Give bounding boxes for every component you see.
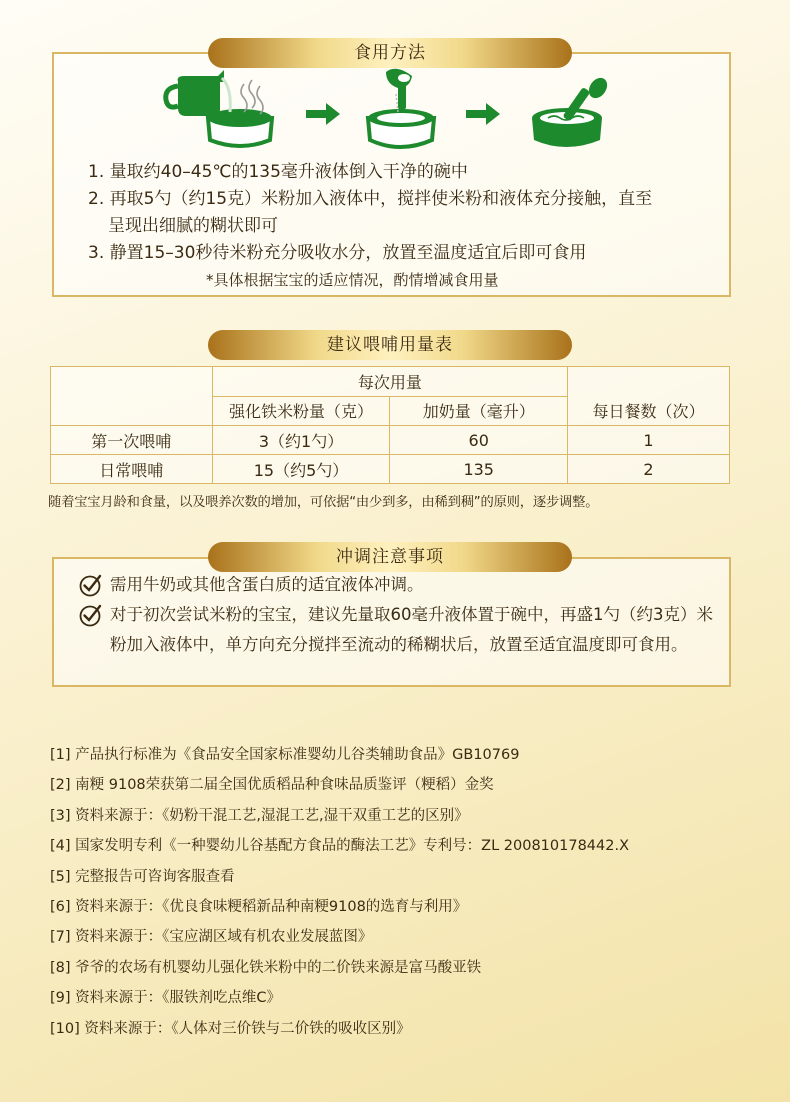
reference-item: [7] 资料来源于：《宝应湖区域有机农业发展蓝图》 <box>50 929 373 946</box>
scoop-powder-icon <box>368 69 434 147</box>
arrow-right-icon <box>466 103 500 125</box>
caution-text: 对于初次尝试米粉的宝宝，建议先量取60毫升液体置于碗中，再盛1勺（约3克）米粉加入液体中，单方向充分搅拌至流动的稀糊状后，放置至适宜温度即可食用。 <box>110 605 713 654</box>
reference-item: [8] 爷爷的农场有机婴幼儿强化铁米粉中的二价铁来源是富马酸亚铁 <box>50 959 482 976</box>
reference-item: [9] 资料来源于：《服铁剂吃点维C》 <box>50 990 282 1007</box>
row-milk: 60 <box>390 426 568 455</box>
usage-illustrations <box>160 66 620 162</box>
reference-item: [10] 资料来源于：《人体对三价铁与二价铁的吸收区别》 <box>50 1020 411 1037</box>
cautions-list <box>78 570 728 660</box>
table-row <box>51 426 730 455</box>
arrow-right-icon <box>306 103 340 125</box>
usage-note: *具体根据宝宝的适应情况，酌情增减食用量 <box>206 271 499 289</box>
caution-text: 需用牛奶或其他含蛋白质的适宜液体冲调。 <box>110 575 424 594</box>
row-milk: 135 <box>390 455 568 484</box>
stir-bowl-icon <box>532 74 611 147</box>
pour-liquid-icon <box>166 70 272 146</box>
references <box>50 740 750 1044</box>
feeding-table <box>50 366 730 484</box>
row-meals: 2 <box>568 455 730 484</box>
reference-item: [4] 国家发明专利《一种婴幼儿谷基配方食品的酶法工艺》专利号：ZL 200810178442.X <box>50 838 630 855</box>
table-corner <box>51 367 213 426</box>
table-row <box>51 455 730 484</box>
header-meals: 每日餐数（次） <box>568 367 730 426</box>
reference-item: [6] 资料来源于：《优良食味粳稻新品种南粳9108的选育与利用》 <box>50 898 468 915</box>
row-meals: 1 <box>568 426 730 455</box>
reference-item: [3] 资料来源于：《奶粉干混工艺,湿混工艺,湿干双重工艺的区别》 <box>50 807 469 824</box>
row-label: 第一次喂哺 <box>51 426 213 455</box>
header-rice: 强化铁米粉量（克） <box>212 396 390 426</box>
feeding-title: 建议喂哺用量表 <box>208 330 572 360</box>
row-rice: 15（约5勺） <box>212 455 390 484</box>
step-2-continued: 呈现出细腻的糊状即可 <box>108 216 278 236</box>
cautions-title: 冲调注意事项 <box>208 542 572 572</box>
check-circle-icon <box>78 572 104 598</box>
feeding-tip: 随着宝宝月龄和食量，以及喂养次数的增加，可依据“由少到多，由稀到稠”的原则，逐步调整。 <box>48 495 599 510</box>
usage-steps <box>88 159 718 294</box>
header-milk: 加奶量（毫升） <box>390 396 568 426</box>
row-label: 日常喂哺 <box>51 455 213 484</box>
list-item <box>78 600 728 660</box>
step-3: 3. 静置15–30秒待米粉充分吸收水分，放置至温度适宜后即可食用 <box>88 243 587 263</box>
reference-item: [5] 完整报告可咨询客服查看 <box>50 868 235 885</box>
usage-title: 食用方法 <box>208 38 572 68</box>
header-group: 每次用量 <box>212 367 567 397</box>
step-1: 1. 量取约40–45℃的135毫升液体倒入干净的碗中 <box>88 162 468 182</box>
reference-item: [1] 产品执行标准为《食品安全国家标准婴幼儿谷类辅助食品》GB10769 <box>50 747 520 763</box>
row-rice: 3（约1勺） <box>212 426 390 455</box>
step-2: 2. 再取5勺（约15克）米粉加入液体中，搅拌使米粉和液体充分接触，直至 <box>88 189 653 209</box>
reference-item: [2] 南粳 9108荣获第二届全国优质稻品种食味品质鉴评（粳稻）金奖 <box>50 777 494 794</box>
list-item <box>78 570 728 600</box>
check-circle-icon <box>78 602 104 628</box>
